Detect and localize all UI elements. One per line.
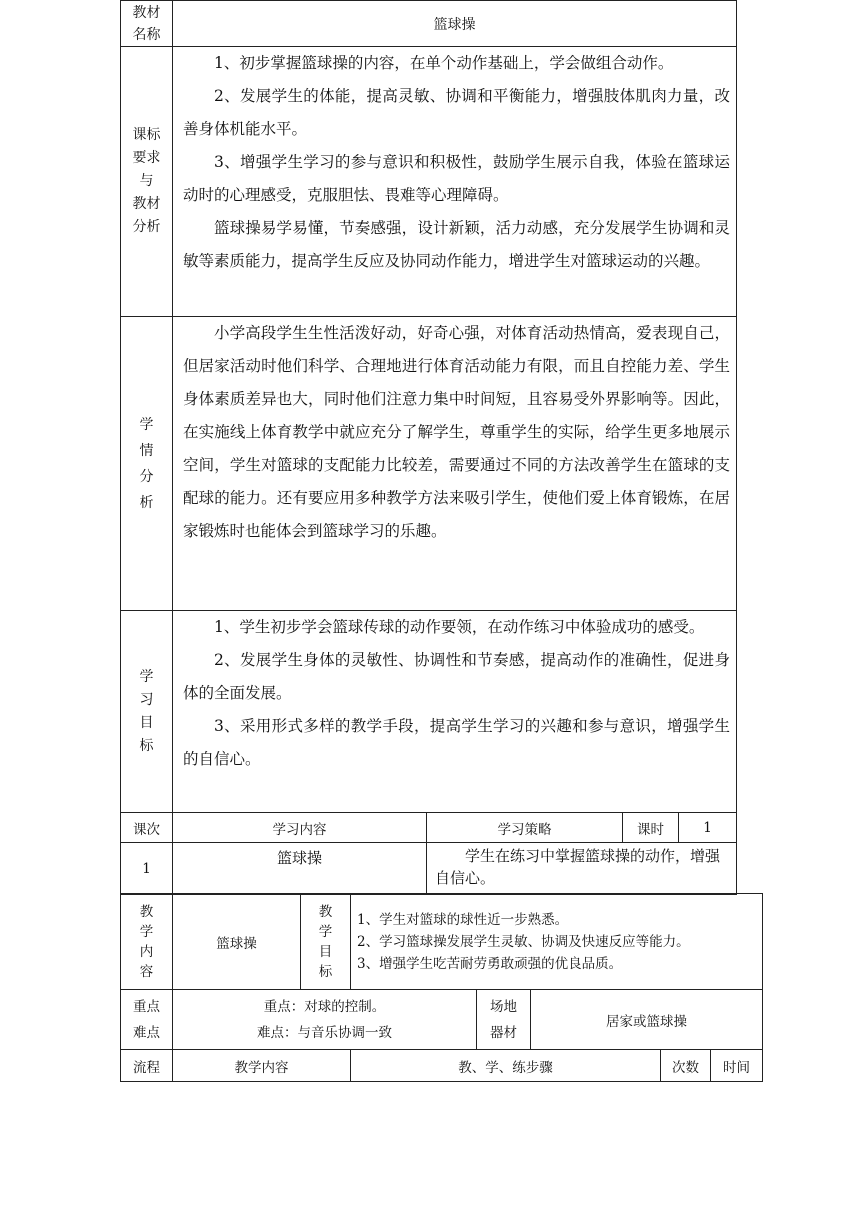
key-difficulty-label bbox=[121, 990, 173, 1050]
label-line: 容 bbox=[139, 963, 154, 980]
label-line: 标 bbox=[139, 737, 154, 754]
label-line: 教 bbox=[318, 903, 333, 920]
student-analysis-label bbox=[121, 317, 173, 611]
process-header: 流程 bbox=[121, 1050, 173, 1082]
key-point: 重点：对球的控制。 bbox=[263, 998, 386, 1015]
label-line: 器材 bbox=[490, 1024, 517, 1041]
label-line: 分 bbox=[139, 468, 154, 485]
curriculum-analysis-label bbox=[121, 47, 173, 317]
teaching-content-label bbox=[121, 894, 173, 990]
material-name-label bbox=[121, 1, 173, 47]
learning-content-header: 学习内容 bbox=[173, 813, 427, 843]
teaching-plan-table bbox=[120, 893, 763, 1082]
label-line: 难点 bbox=[133, 1024, 160, 1041]
curriculum-analysis-text bbox=[173, 47, 737, 317]
label-line: 情 bbox=[139, 442, 154, 459]
row-lesson-header bbox=[121, 813, 737, 843]
row-lesson-1 bbox=[121, 843, 737, 895]
label-line: 课标 bbox=[132, 127, 161, 143]
row-material-name bbox=[121, 1, 737, 47]
time-header: 时间 bbox=[711, 1050, 763, 1082]
paragraph: 小学高段学生生性活泼好动，好奇心强，对体育活动热情高，爱表现自己，但居家活动时他们科学、合理地进行体育活动能力有限，而且自控能力差、学生身体素质差异也大，同时他们注意力集中时间短，且容易受外界影响等。因此，在实施线上体育教学中就应充分了解学生，尊重学生的实际，给学生更多地展示空间，学生对篮球的支配能力比较差，需要通过不同的方法改善学生在篮球的支配球的能力。还有要应用多种教学方法来吸引学生，使他们爱上体育锻炼，在居家锻炼时也能体会到篮球学习的乐趣。 bbox=[183, 324, 730, 540]
learning-goals-text bbox=[173, 611, 737, 813]
label-line: 教材 bbox=[132, 196, 161, 212]
label-line: 教材 bbox=[132, 4, 161, 21]
teaching-content-header: 教学内容 bbox=[173, 1050, 351, 1082]
venue-value: 居家或篮球操 bbox=[531, 990, 763, 1050]
label-line: 目 bbox=[139, 714, 154, 731]
difficulty-point: 难点：与音乐协调一致 bbox=[257, 1024, 392, 1041]
goal-item: 3、增强学生吃苦耐劳勇敢顽强的优良品质。 bbox=[357, 955, 623, 972]
steps-header: 教、学、练步骤 bbox=[351, 1050, 661, 1082]
label-line: 场地 bbox=[490, 998, 517, 1015]
row-student-analysis bbox=[121, 317, 737, 611]
class-hours-header: 课时 bbox=[623, 813, 679, 843]
label-line: 学 bbox=[139, 416, 154, 433]
venue-label bbox=[477, 990, 531, 1050]
label-line: 教 bbox=[139, 903, 154, 920]
paragraph: 3、增强学生学习的参与意识和积极性，鼓励学生展示自我，体验在篮球运动时的心理感受，克服胆怯、畏难等心理障碍。 bbox=[183, 153, 730, 204]
label-line: 学 bbox=[139, 668, 154, 685]
row-curriculum-analysis bbox=[121, 47, 737, 317]
teaching-goals-list bbox=[351, 894, 763, 990]
paragraph: 3、采用形式多样的教学手段，提高学生学习的兴趣和参与意识，增强学生的自信心。 bbox=[183, 717, 730, 768]
teaching-content-value: 篮球操 bbox=[173, 894, 301, 990]
lesson-number: 1 bbox=[121, 843, 173, 895]
label-line: 标 bbox=[318, 963, 333, 980]
label-line: 与 bbox=[139, 173, 154, 189]
lesson-plan-table bbox=[120, 0, 737, 895]
lesson-number-header: 课次 bbox=[121, 813, 173, 843]
goal-item: 1、学生对篮球的球性近一步熟悉。 bbox=[357, 911, 569, 928]
row-key-difficulty bbox=[121, 990, 763, 1050]
label-line: 分析 bbox=[132, 219, 161, 235]
label-line: 内 bbox=[139, 943, 154, 960]
label-line: 要求 bbox=[132, 150, 161, 166]
paragraph: 篮球操易学易懂，节奏感强，设计新颖，活力动感，充分发展学生协调和灵敏等素质能力，提高学生反应及协同动作能力，增进学生对篮球运动的兴趣。 bbox=[183, 219, 730, 270]
lesson-content: 篮球操 bbox=[173, 843, 427, 895]
row-teaching-content bbox=[121, 894, 763, 990]
count-header: 次数 bbox=[661, 1050, 711, 1082]
learning-goals-label bbox=[121, 611, 173, 813]
label-line: 目 bbox=[318, 943, 333, 960]
row-process-header bbox=[121, 1050, 763, 1082]
class-hours-value: 1 bbox=[679, 813, 737, 843]
paragraph: 1、初步掌握篮球操的内容，在单个动作基础上，学会做组合动作。 bbox=[214, 54, 674, 72]
label-line: 习 bbox=[139, 691, 154, 708]
label-line: 重点 bbox=[133, 998, 160, 1015]
paragraph: 1、学生初步学会篮球传球的动作要领，在动作练习中体验成功的感受。 bbox=[214, 618, 705, 636]
row-learning-goals bbox=[121, 611, 737, 813]
material-name-value: 篮球操 bbox=[173, 1, 737, 47]
label-line: 学 bbox=[318, 923, 333, 940]
label-line: 名称 bbox=[132, 26, 161, 43]
paragraph: 2、发展学生的体能，提高灵敏、协调和平衡能力，增强肢体肌肉力量，改善身体机能水平。 bbox=[183, 87, 730, 138]
lesson-strategy: 学生在练习中掌握篮球操的动作，增强自信心。 bbox=[427, 843, 737, 895]
learning-strategy-header: 学习策略 bbox=[427, 813, 623, 843]
label-line: 析 bbox=[139, 494, 154, 511]
goal-item: 2、学习篮球操发展学生灵敏、协调及快速反应等能力。 bbox=[357, 933, 690, 950]
label-line: 学 bbox=[139, 923, 154, 940]
teaching-goals-label bbox=[301, 894, 351, 990]
key-difficulty-text bbox=[173, 990, 477, 1050]
paragraph: 2、发展学生身体的灵敏性、协调性和节奏感，提高动作的准确性，促进身体的全面发展。 bbox=[183, 651, 730, 702]
student-analysis-text bbox=[173, 317, 737, 611]
